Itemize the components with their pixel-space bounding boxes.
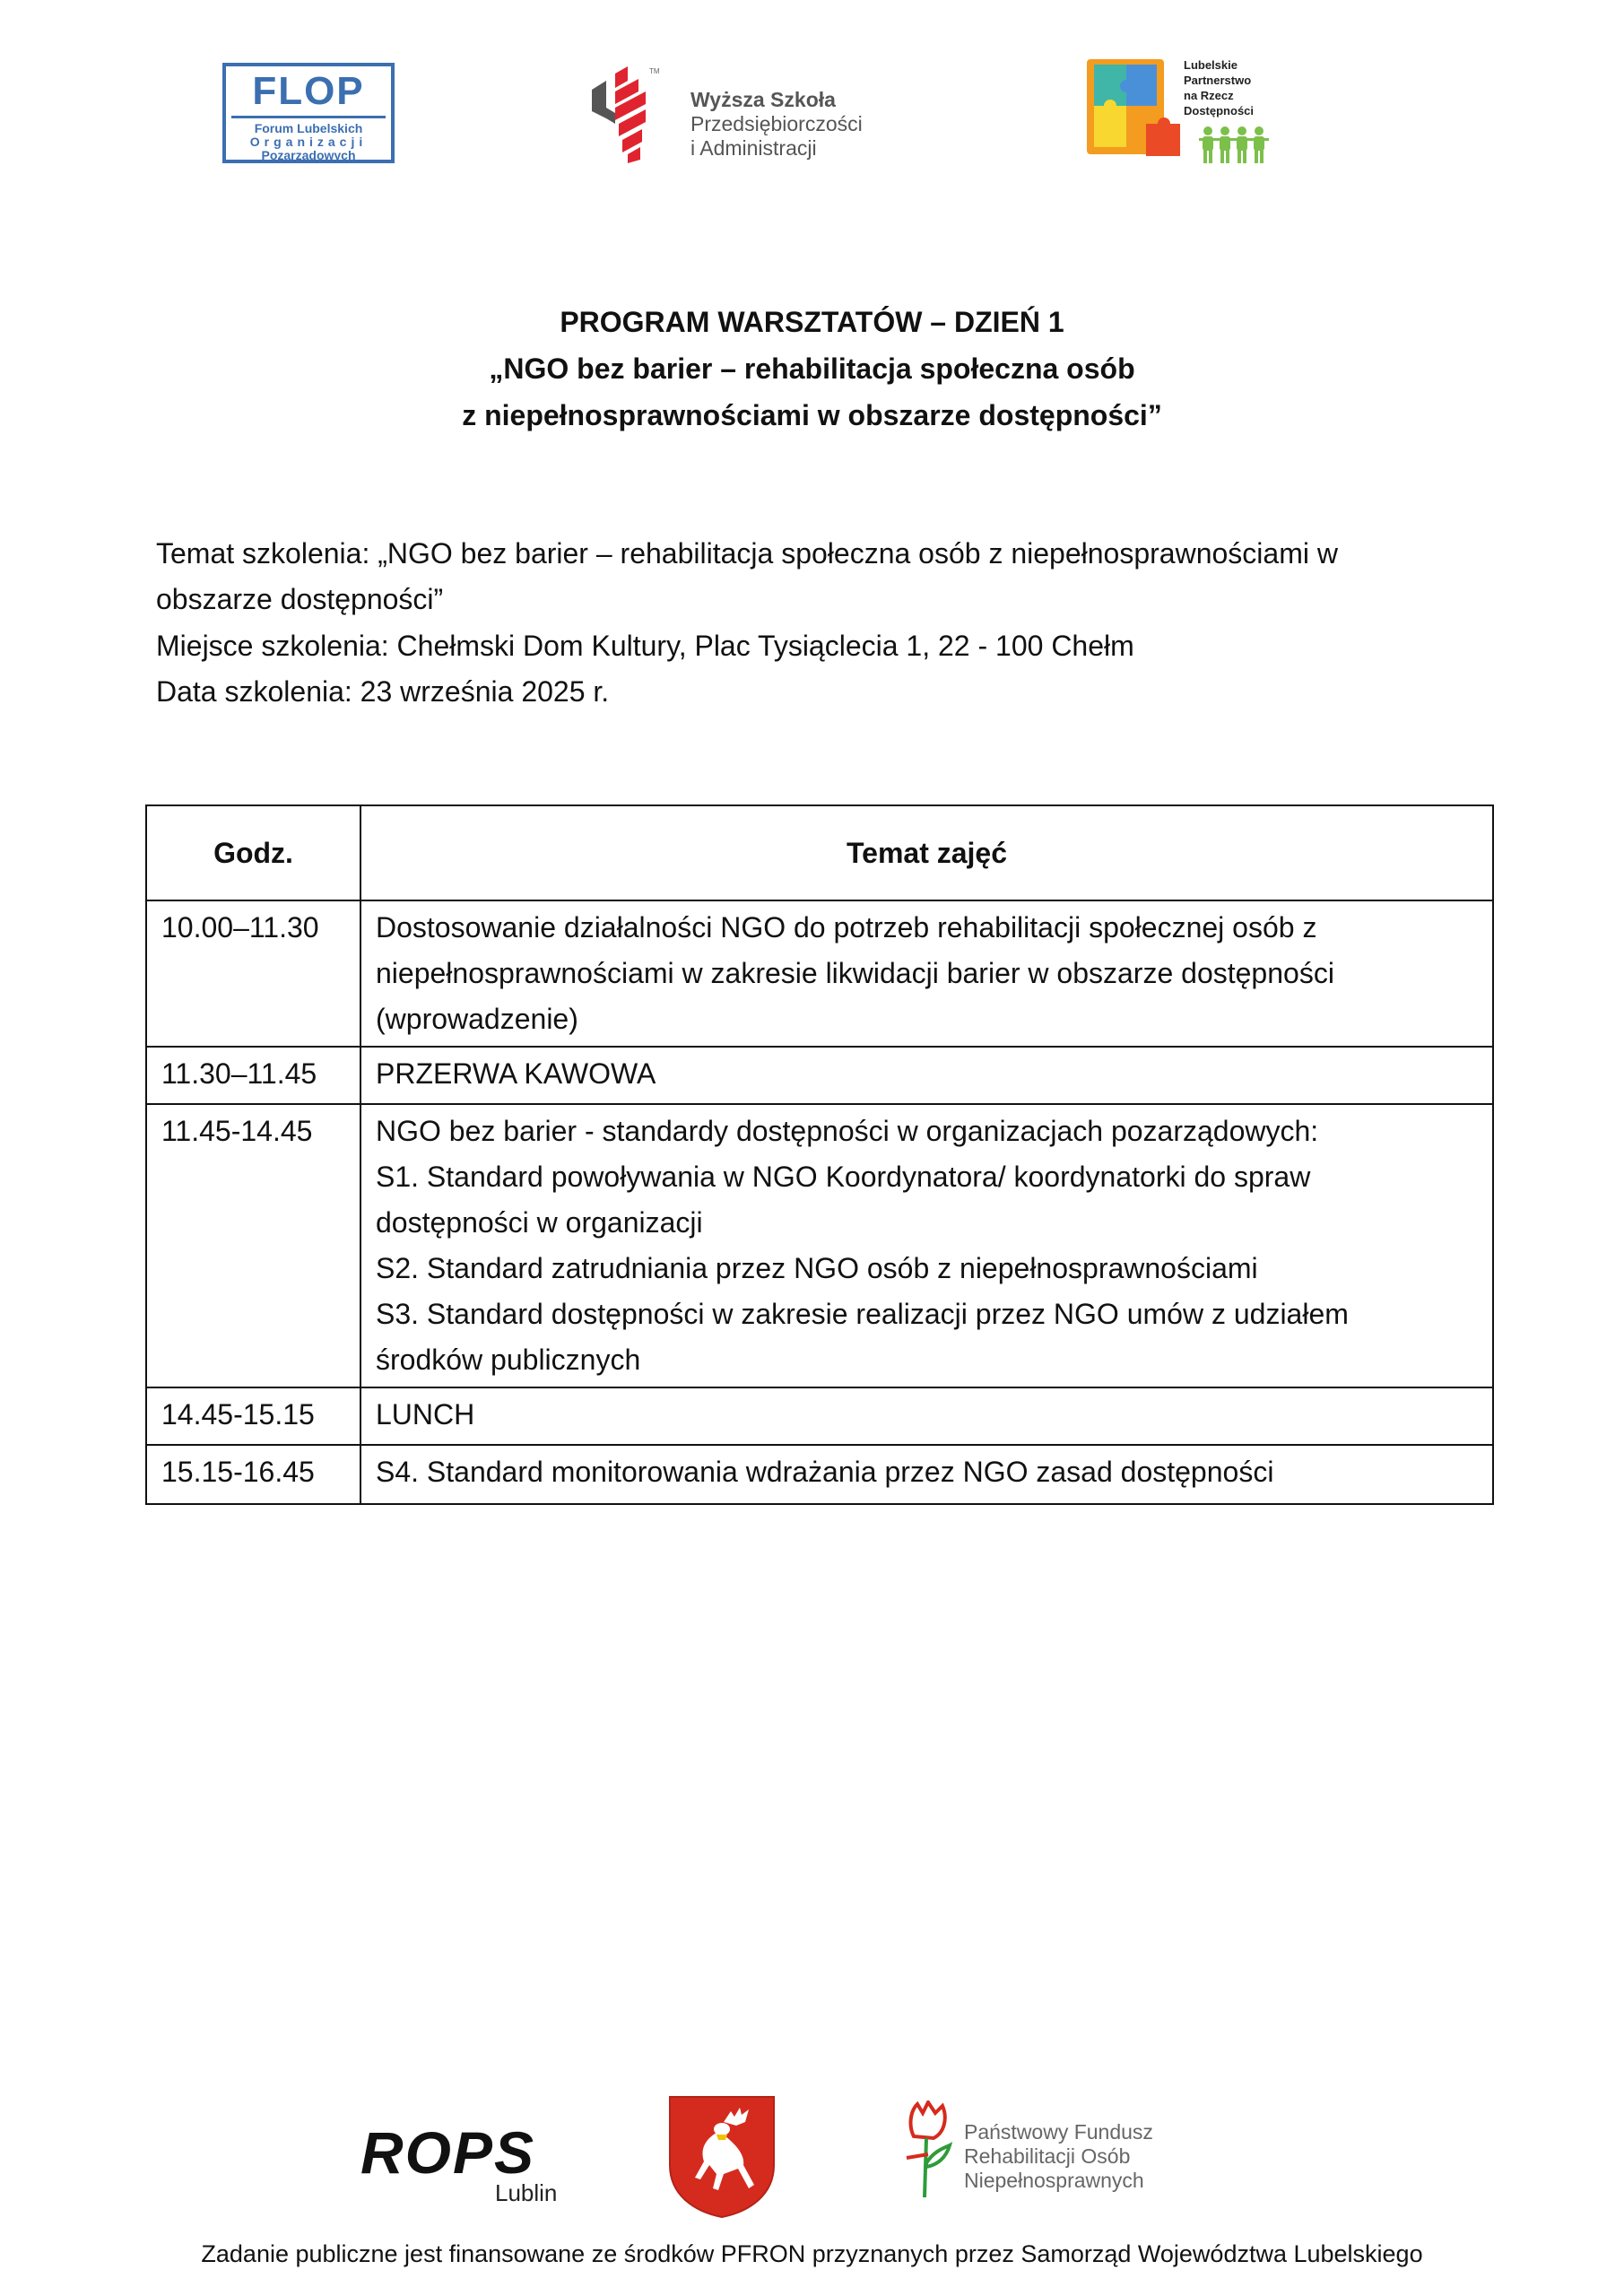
topic-line: Dostosowanie działalności NGO do potrzeb rehabilitacji społecznej osób z [376,911,1317,944]
table-row [146,1047,1493,1104]
topic-line: S1. Standard powoływania w NGO Koordynatora/ koordynatorki do spraw [376,1161,1311,1193]
lp-logo-line2: Partnerstwo [1184,74,1252,87]
page-subtitle-line1: „NGO bez barier – rehabilitacja społeczna osób [489,352,1135,385]
lp-logo-line4: Dostępności [1184,104,1255,117]
row-topic [360,1047,1493,1104]
flop-logo-line2: Organizacji [249,135,368,149]
row-time: 11.30–11.45 [146,1047,360,1104]
topic-line: S2. Standard zatrudniania przez NGO osób z niepełnosprawnościami [376,1252,1258,1284]
pfron-logo-line1: Państwowy Fundusz [964,2120,1153,2144]
row-topic [360,1387,1493,1445]
flop-logo [222,63,395,163]
rops-logo-sub: Lublin [495,2179,558,2206]
row-time: 10.00–11.30 [146,900,360,1047]
topic-line: dostępności w organizacji [376,1206,703,1239]
rops-logo-word: ROPS [360,2119,536,2186]
topic-line: (wprowadzenie) [376,1003,578,1035]
flop-logo-rule [231,116,386,118]
page-subtitle-line2: z niepełnosprawnościami w obszarze dostępności” [462,399,1162,431]
page-title: PROGRAM WARSZTATÓW – DZIEŃ 1 [560,306,1064,338]
topic-line: NGO bez barier - standardy dostępności w organizacjach pozarządowych: [376,1115,1319,1147]
flop-logo-line3: Pozarządowych [261,148,356,162]
lp-logo-line3: na Rzecz [1184,89,1234,102]
column-header-topic: Temat zajęć [360,805,1493,900]
pfron-logo-text [964,2120,1153,2193]
training-place: Miejsce szkolenia: Chełmski Dom Kultury, Plac Tysiąclecia 1, 22 - 100 Chełm [156,630,1134,662]
row-topic [360,900,1493,1047]
wsp-logo-line3: i Administracji [690,136,817,160]
wsp-logo-line1: Wyższa Szkoła [690,88,836,111]
pfron-logo-line2: Rehabilitacji Osób [964,2144,1131,2168]
rops-lublin-logo [360,2119,576,2206]
topic-line: S3. Standard dostępności w zakresie realizacji przez NGO umów z udziałem [376,1298,1349,1330]
training-date: Data szkolenia: 23 września 2025 r. [156,675,610,708]
table-row [146,1387,1493,1445]
wsp-logo-text [690,88,863,161]
flop-logo-line1: Forum Lubelskich [254,121,363,135]
topic-line: S4. Standard monitorowania wdrażania przez NGO zasad dostępności [376,1456,1274,1488]
column-header-time: Godz. [146,805,360,900]
funding-note: Zadanie publiczne jest finansowane ze środków PFRON przyznanych przez Samorząd Województwa Lubelskiego [201,2240,1423,2267]
topic-line: LUNCH [376,1398,475,1431]
lubelskie-partnerstwo-puzzle-icon [1087,57,1193,158]
row-topic [360,1104,1493,1387]
topic-line: PRZERWA KAWOWA [376,1057,656,1090]
row-time: 11.45-14.45 [146,1104,360,1387]
row-topic [360,1445,1493,1504]
table-row [146,1104,1493,1387]
row-time: 15.15-16.45 [146,1445,360,1504]
wsp-tm: TM [649,67,660,75]
topic-line: niepełnosprawnościami w zakresie likwidacji barier w obszarze dostępności [376,957,1334,989]
lubelskie-partnerstwo-text [1184,57,1254,118]
lp-logo-line1: Lubelskie [1184,58,1238,72]
wsp-logo-line2: Przedsiębiorczości [690,112,863,135]
training-topic-line1: Temat szkolenia: „NGO bez barier – rehabilitacja społeczna osób z niepełnosprawnościami w [156,537,1338,570]
schedule-table [145,804,1494,1505]
pfron-tulip-icon [901,2100,955,2199]
table-header-row [146,805,1493,900]
table-row [146,900,1493,1047]
row-time: 14.45-15.15 [146,1387,360,1445]
topic-line: środków publicznych [376,1344,641,1376]
table-row [146,1445,1493,1504]
flop-logo-title: FLOP [252,69,365,113]
wsp-logo-mark-icon [592,65,682,163]
people-icon [1197,126,1271,163]
pfron-logo-line3: Niepełnosprawnych [964,2169,1144,2192]
lubelskie-coat-of-arms-icon [668,2095,776,2219]
training-topic-line2: obszarze dostępności” [156,583,444,615]
